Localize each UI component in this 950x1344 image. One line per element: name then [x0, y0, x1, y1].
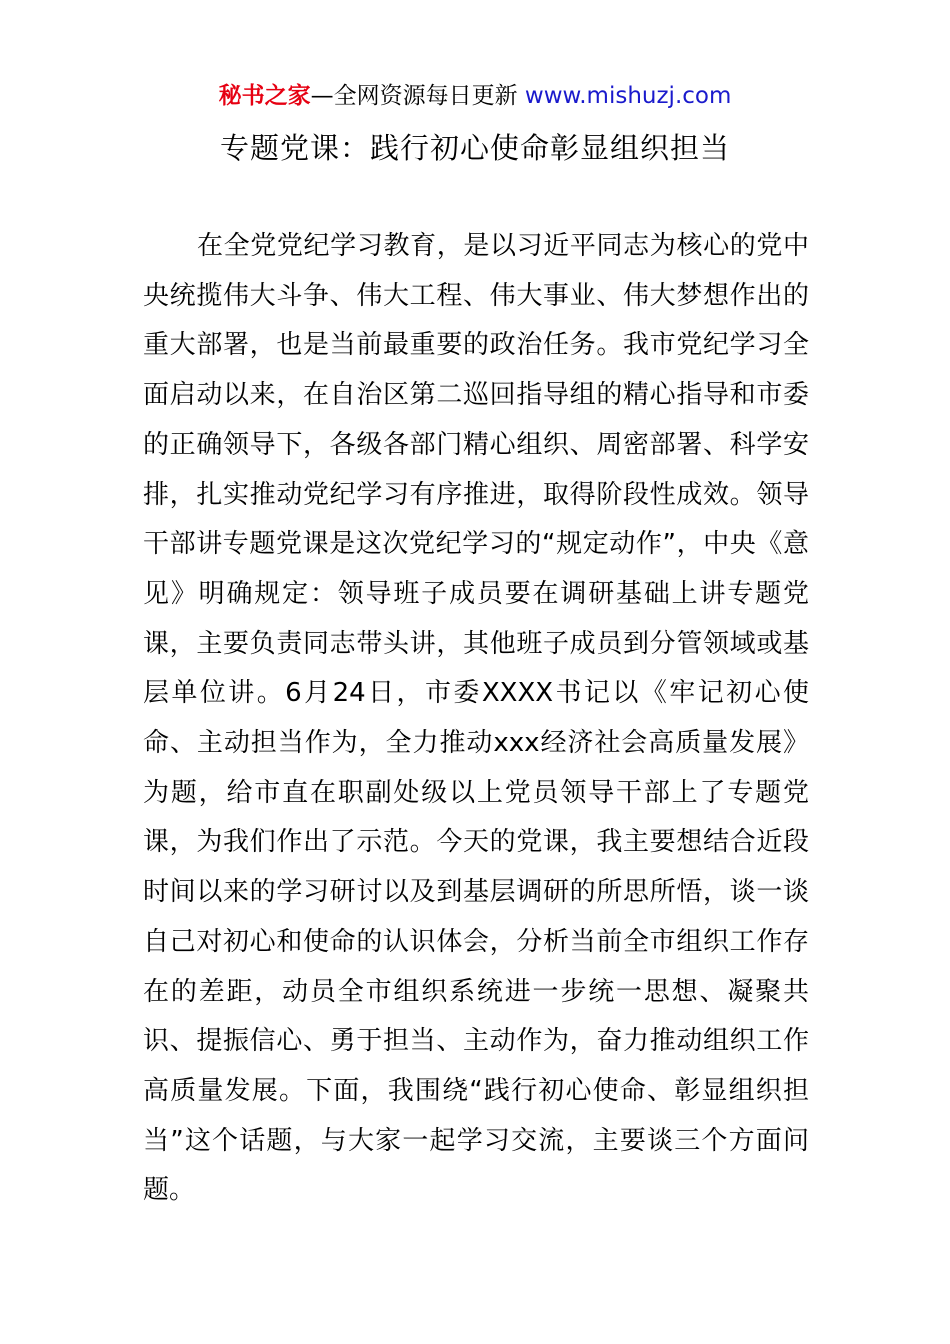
- document-title: 专题党课：践行初心使命彰显组织担当: [219, 131, 730, 165]
- site-brand: 秘书之家: [218, 83, 311, 109]
- body-paragraph: 在全党党纪学习教育，是以习近平同志为核心的党中央统揽伟大斗争、伟大工程、伟大事业、伟大梦想作出的重大部署，也是当前最重要的政治任务。我市党纪学习全面启动以来，在自治区第二巡回指导组的精心指导和市委的正确领导下，各级各部门精心组织、周密部署、科学安排，扎实推动党纪学习有序推进，取得阶段性成效。领导干部讲专题党课是这次党纪学习的“规定动作”，中央《意见》明确规定：领导班子成员要在调研基础上讲专题党课，主要负责同志带头讲，其他班子成员到分管领域或基层单位讲。6月24日，市委XXXX书记以《牢记初心使命、主动担当作为，全力推动xxx经济社会高质量发展》为题，给市直在职副处级以上党员领导干部上了专题党课，为我们作出了示范。今天的党课，我主要想结合近段时间以来的学习研讨以及到基层调研的所思所悟，谈一谈自己对初心和使命的认识体会，分析当前全市组织工作存在的差距，动员全市组织系统进一步统一思想、凝聚共识、提振信心、勇于担当、主动作为，奋力推动组织工作高质量发展。下面，我围绕“践行初心使命、彰显组织担当”这个话题，与大家一起学习交流，主要谈三个方面问题。: [143, 231, 809, 1206]
- site-url-link[interactable]: www.mishuzj.com: [524, 83, 732, 109]
- site-header: [0, 80, 950, 112]
- site-tagline: —全网资源每日更新: [310, 83, 525, 109]
